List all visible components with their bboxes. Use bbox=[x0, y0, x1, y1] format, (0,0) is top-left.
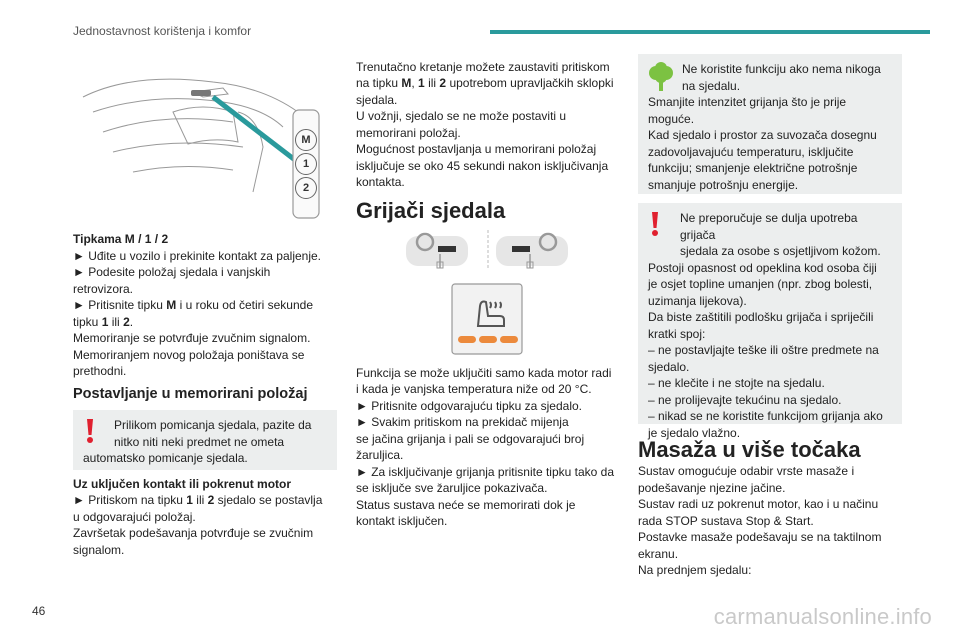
eco-line: funkciju; smanjenje električne potrošnje bbox=[648, 161, 858, 175]
heater-text: ► Svakim pritiskom na prekidač mijenja bbox=[356, 415, 569, 429]
heater-text: ► Za isključivanje grijanja pritisnite tipku tako da bbox=[356, 465, 614, 479]
warning-line: Postoji opasnost od opeklina kod osoba čiji bbox=[648, 260, 877, 275]
watermark: carmanualsonline.info bbox=[713, 604, 932, 629]
massage-text: podešavanje njezine jačine. bbox=[638, 481, 786, 495]
memory-button-2[interactable]: 2 bbox=[295, 177, 317, 199]
heater-text: i kada je vanjska temperatura niže od 20 °C. bbox=[356, 382, 592, 396]
massage-text: rada STOP sustava Stop & Start. bbox=[638, 514, 814, 528]
recall-confirm-cont: signalom. bbox=[73, 543, 125, 557]
warning-notice-heater bbox=[638, 203, 902, 440]
warning-line: – nikad se ne koristite funkcijom grijanja ako bbox=[648, 409, 883, 423]
warning-exclamation-icon bbox=[85, 418, 95, 444]
warning-notice-recall bbox=[73, 410, 337, 470]
warning-exclamation-icon bbox=[650, 211, 660, 237]
massage-text: Sustav omogućuje odabir vrste masaže i bbox=[638, 464, 855, 478]
warning-line: – ne klečite i ne stojte na sjedalu. bbox=[648, 376, 825, 390]
seat-heater-figure bbox=[400, 228, 580, 358]
warning-line: kratki spoj: bbox=[648, 326, 706, 341]
warning-line: je osjet topline umanjen (npr. zbog bolesti, bbox=[648, 277, 873, 291]
intro-line: U vožnji, sjedalo se ne može postaviti u bbox=[356, 109, 567, 123]
warning-line: sjedalo. bbox=[648, 359, 690, 374]
warning-line: – ne prolijevajte tekućinu na sjedalo. bbox=[648, 392, 842, 407]
intro-line: memorirani položaj. bbox=[356, 126, 461, 140]
eco-line: moguće. bbox=[648, 111, 695, 126]
notice-line: automatsko pomicanje sjedala. bbox=[83, 451, 248, 465]
heater-text: Funkcija se može uključiti samo kada motor radi bbox=[356, 366, 612, 380]
recall-step: ► Pritiskom na tipku 1 ili 2 sjedalo se postavlja bbox=[73, 493, 323, 507]
page-header-title: Jednostavnost korištenja i komfor bbox=[73, 24, 252, 38]
seat-memory-buttons-figure bbox=[73, 52, 333, 222]
memory-button-1[interactable]: 1 bbox=[295, 153, 317, 175]
recall-confirm: Završetak podešavanja potvrđuje se zvučnim bbox=[73, 526, 314, 540]
memory-overwrite-text-cont: prethodni. bbox=[73, 364, 127, 378]
warning-line: uzimanja lijekova). bbox=[648, 293, 747, 308]
eco-line: Smanjite intenzitet grijanja što je prije bbox=[648, 95, 847, 109]
eco-line: Kad sjedalo i prostor za suvozača dosegnu bbox=[648, 128, 877, 142]
eco-tree-icon bbox=[648, 62, 674, 92]
warning-line: sjedala za osobe s osjetljivom kožom. bbox=[680, 244, 881, 258]
subheading-ignition: Uz uključen kontakt ili pokrenut motor bbox=[73, 477, 292, 491]
eco-line: zadovoljavajuću temperaturu, isključite bbox=[648, 144, 854, 159]
heater-text: kontakt isključen. bbox=[356, 514, 448, 528]
notice-line: Prilikom pomicanja sjedala, pazite da bbox=[114, 418, 312, 432]
memory-button-M[interactable]: M bbox=[295, 129, 317, 151]
intro-line: na tipku M, 1 ili 2 upotrebom upravljačkih sklopki bbox=[356, 76, 614, 90]
recall-step-cont: u odgovarajući položaj. bbox=[73, 510, 196, 524]
step-2: ► Podesite položaj sjedala i vanjskih bbox=[73, 265, 271, 279]
warning-line: je sjedalo vlažno. bbox=[648, 425, 741, 440]
massage-text: Na prednjem sjedalu: bbox=[638, 563, 752, 577]
intro-line: sjedala. bbox=[356, 93, 398, 107]
step-1: ► Uđite u vozilo i prekinite kontakt za paljenje. bbox=[73, 249, 322, 263]
heater-text: se jačina grijanja i pali se odgovarajući broj bbox=[356, 432, 585, 446]
notice-line: nitko niti neki predmet ne ometa bbox=[114, 434, 285, 449]
section-heading-recall: Postavljanje u memorirani položaj bbox=[73, 386, 308, 402]
intro-line: Mogućnost postavljanja u memorirani položaj bbox=[356, 142, 597, 156]
eco-line: na sjedalu. bbox=[682, 78, 741, 93]
eco-notice bbox=[638, 54, 902, 194]
step-3-cont: tipku 1 ili 2. bbox=[73, 315, 134, 329]
page-number: 46 bbox=[32, 604, 46, 618]
intro-line: kontakta. bbox=[356, 175, 405, 189]
eco-line: Ne koristite funkciju ako nema nikoga bbox=[682, 62, 881, 76]
header-accent-bar bbox=[490, 30, 930, 34]
heater-text: se isključe sve žaruljice pokazivača. bbox=[356, 481, 548, 495]
intro-line: Trenutačno kretanje možete zaustaviti pritiskom bbox=[356, 60, 610, 74]
heater-text: Status sustava neće se memorirati dok je bbox=[356, 498, 576, 512]
step-3: ► Pritisnite tipku M i u roku od četiri sekunde bbox=[73, 298, 313, 312]
memory-confirm-text: Memoriranje se potvrđuje zvučnim signalom. bbox=[73, 331, 311, 345]
warning-line: Da biste zaštitili podlošku grijača i spriječili bbox=[648, 310, 874, 324]
massage-text: Sustav radi uz pokrenut motor, kao i u načinu bbox=[638, 497, 879, 511]
intro-line: isključuje se oko 45 sekundi nakon isključivanja bbox=[356, 159, 609, 173]
heater-text: ► Pritisnite odgovarajuću tipku za sjedalo. bbox=[356, 399, 582, 413]
warning-line: – ne postavljajte teške ili oštre predmete na bbox=[648, 343, 879, 357]
buttons-caption: Tipkama M / 1 / 2 bbox=[73, 232, 169, 246]
step-2-cont: retrovizora. bbox=[73, 282, 134, 296]
warning-line: Ne preporučuje se dulja upotreba grijača bbox=[680, 211, 858, 242]
eco-line: smanjuje potrošnju energije. bbox=[648, 177, 799, 192]
massage-text: Postavke masaže podešavaju se na taktilnom bbox=[638, 530, 882, 544]
heater-text: žaruljica. bbox=[356, 448, 404, 462]
section-heading-massage: Masaža u više točaka bbox=[638, 437, 861, 462]
massage-text: ekranu. bbox=[638, 547, 679, 561]
section-heading-seat-heaters: Grijači sjedala bbox=[356, 198, 506, 223]
memory-overwrite-text: Memoriranjem novog položaja poništava se bbox=[73, 348, 305, 362]
